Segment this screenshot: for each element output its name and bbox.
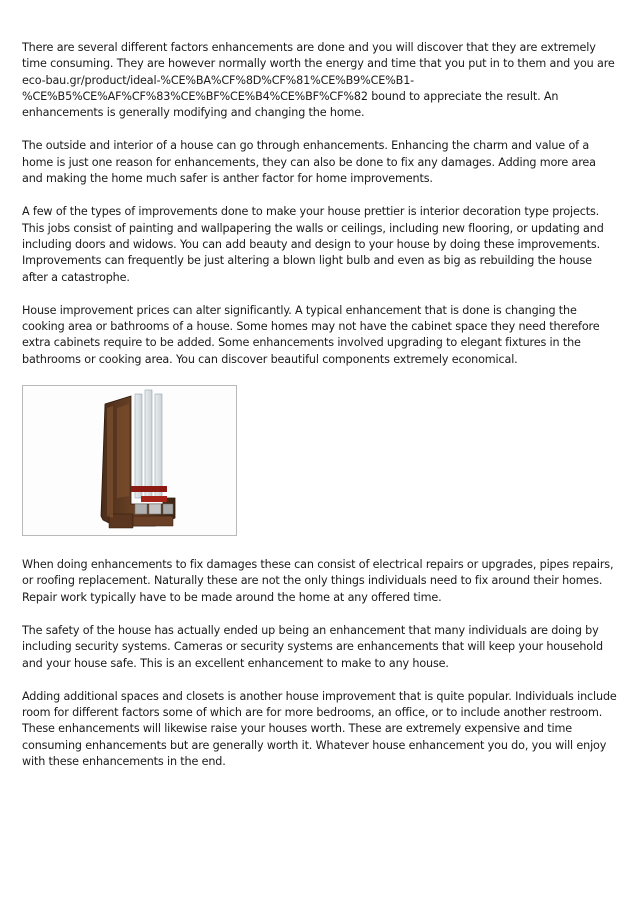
paragraph-safety: The safety of the house has actually ended up being an enhancement that many individuals are doing by including security systems. Cameras or security systems are enhancements that will keep your household and your house safe. This is an excellent enhancement to make to any house. <box>22 623 603 670</box>
paragraph-intro: There are several different factors enhancements are done and you will discover that they are extremely time consuming. They are however normally worth the energy and time that you put in to them and you are eco-bau.gr/product/ideal-%CE%BA%CF%8D%CF%81%CE%B9%CE%B1-%CE%B5%CE%AF%CF%83%CE%BF%CE%B4%CE%BF%CF%82 bound to appreciate the result. An enhancements is generally modifying and changing the home. <box>22 41 615 120</box>
article-page <box>22 40 618 787</box>
paragraph-decoration: A few of the types of improvements done to make your house prettier is interior decoration type projects. This jobs consist of painting and wallpapering the walls or ceilings, including new flooring, or updating and including doors and widows. You can add beauty and design to your house by doing these improvements. Improvements can frequently be just altering a blown light bulb and even as big as rebuilding the house after a catastrophe. <box>22 205 604 284</box>
paragraph-exterior-interior: The outside and interior of a house can go through enhancements. Enhancing the charm and value of a home is just one reason for enhancements, they can also be done to fix any damages. Adding more area and making the home much safer is anther factor for home improvements. <box>22 139 596 186</box>
window-profile-image <box>22 385 237 536</box>
paragraph-prices: House improvement prices can alter significantly. A typical enhancement that is done is changing the cooking area or bathrooms of a house. Some homes may not have the cabinet space they need therefore extra cabinets require to be added. Some enhancements involved upgrading to elegant fixtures in the bathrooms or cooking area. You can discover beautiful components extremely economical. <box>22 303 600 366</box>
paragraph-spaces-closets: Adding additional spaces and closets is another house improvement that is quite popular. Individuals include room for different factors some of which are for more bedrooms, an office, or to include another restroom. These enhancements will likewise raise your houses worth. These are extremely expensive and time consuming enhancements but are generally worth it. Whatever house enhancement you do, you will enjoy with these enhancements in the end. <box>22 689 617 769</box>
paragraph-repairs: When doing enhancements to fix damages these can consist of electrical repairs or upgrades, pipes repairs, or roofing replacement. Naturally these are not the only things individuals need to fix around their homes. Repair work typically have to be made around the home at any offered time. <box>22 558 614 604</box>
window-profile-cross-section-icon <box>23 386 236 535</box>
